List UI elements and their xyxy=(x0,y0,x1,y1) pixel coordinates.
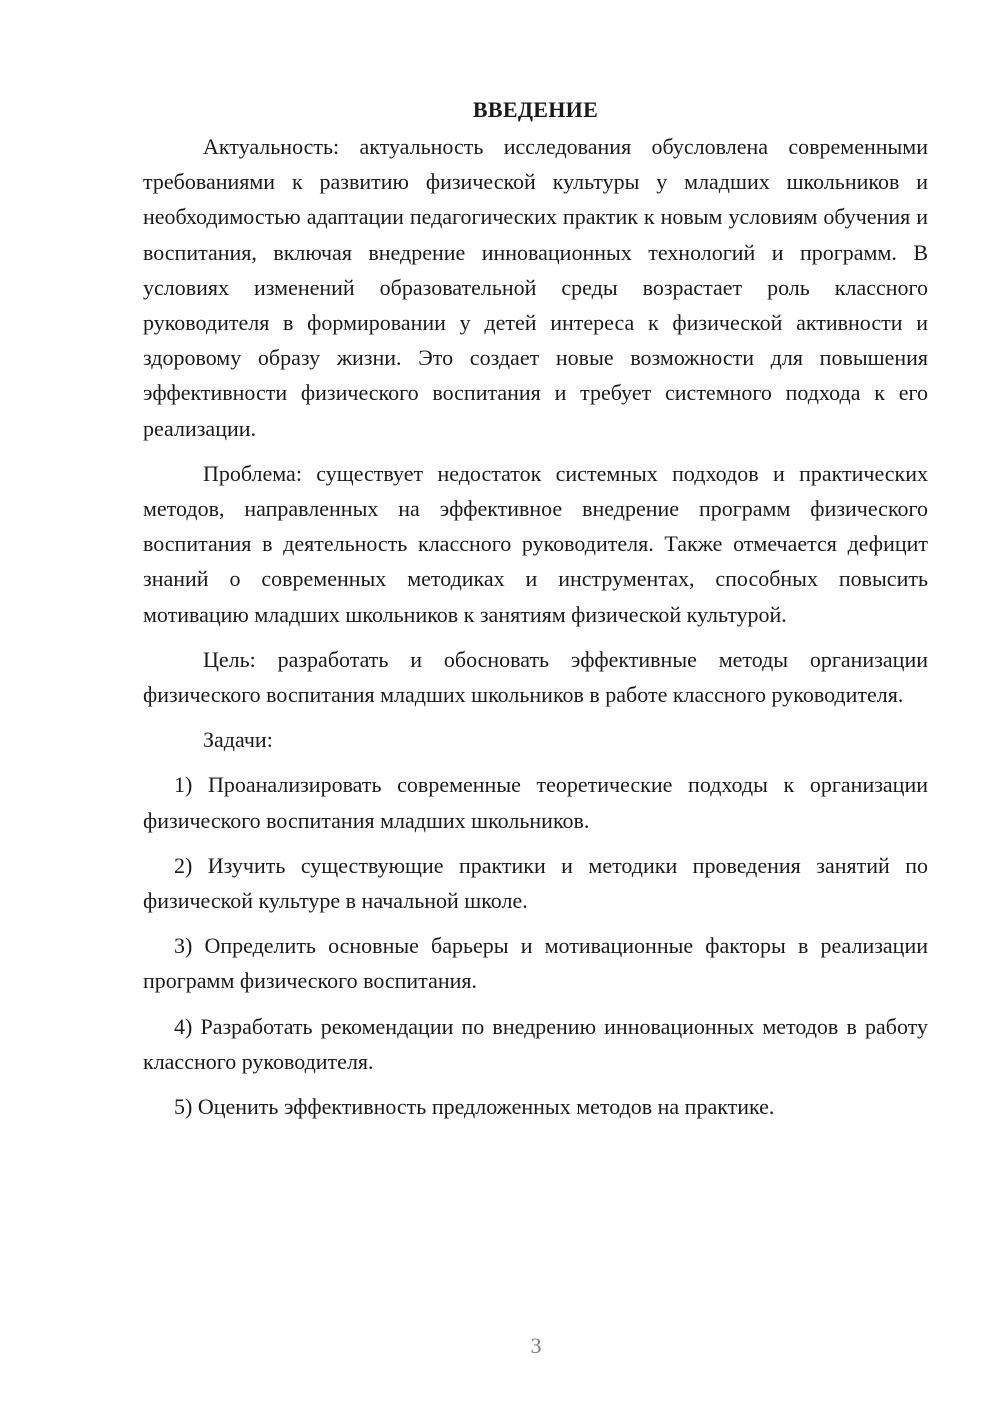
page-number: 3 xyxy=(530,1333,542,1358)
task-item-3: 3) Определить основные барьеры и мотивационные факторы в реализации программ физического воспитания. xyxy=(143,933,928,994)
paragraph-problem: Проблема: существует недостаток системных подходов и практических методов, направленных на эффективное внедрение программ физического воспитания в деятельность классного руководителя. Также отмечается дефицит знаний о современных методиках и инструментах, способных повысить мотивацию младших школьников к занятиям физической культурой. xyxy=(143,460,928,627)
task-item-1: 1) Проанализировать современные теоретические подходы к организации физического воспитания младших школьников. xyxy=(143,772,928,833)
paragraph-relevance: Актуальность: актуальность исследования обусловлена современными требованиями к развитию физической культуры у младших школьников и необходимостью адаптации педагогических практик к новым условиям обучения и воспитания, включая внедрение инновационных технологий и программ. В условиях изменений образовательной среды возрастает роль классного руководителя в формировании у детей интереса к физической активности и здоровому образу жизни. Это создает новые возможности для повышения эффективности физического воспитания и требует системного подхода к его реализации. xyxy=(143,134,928,441)
task-item-4: 4) Разработать рекомендации по внедрению инновационных методов в работу классного руководителя. xyxy=(143,1013,928,1074)
section-title: ВВЕДЕНИЕ xyxy=(472,97,599,122)
task-item-2: 2) Изучить существующие практики и методики проведения занятий по физической культуре в начальной школе. xyxy=(143,852,928,914)
paragraph-tasks-heading: Задачи: xyxy=(203,727,273,753)
task-item-5: 5) Оценить эффективность предложенных методов на практике. xyxy=(174,1094,775,1120)
document-page xyxy=(143,92,928,1134)
paragraph-goal: Цель: разработать и обосновать эффективные методы организации физического воспитания младших школьников в работе классного руководителя. xyxy=(143,646,928,708)
